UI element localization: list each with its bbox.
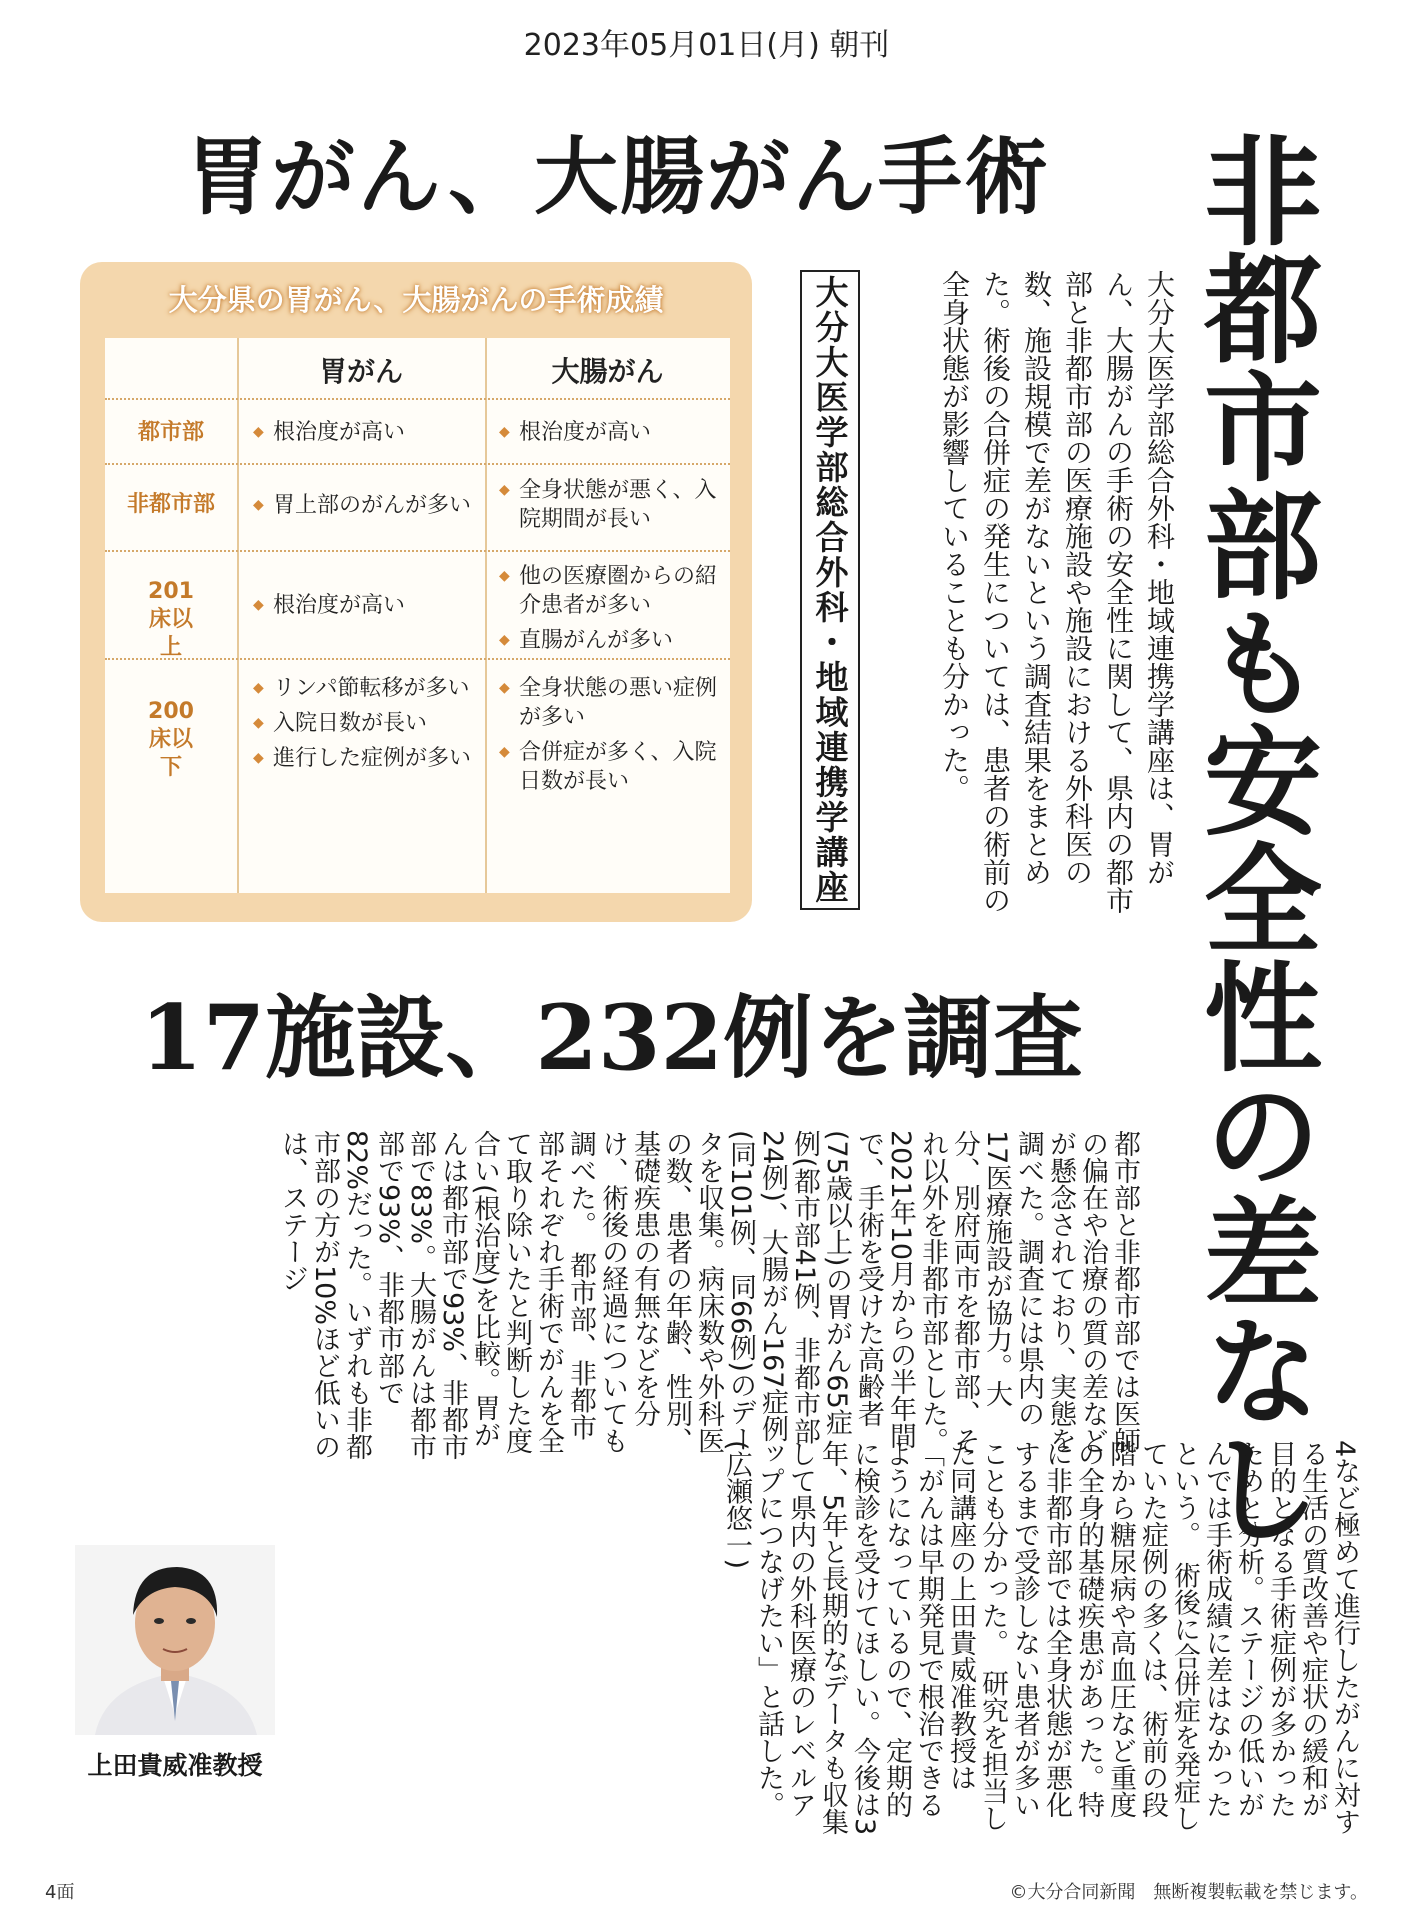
row-label-small-hospital: 200床以下 [148,699,194,780]
cell-urban-stomach [253,418,478,453]
row-label-large-hospital: 201床以上 [148,579,194,660]
table-row-item: ◆ 根治度が高い [499,418,724,447]
table-row-item: ◆ 根治度が高い [253,418,478,447]
table-divider [485,338,487,893]
lead-paragraph: 大分大医学部総合外科・地域連携学講座は、胃がん、大腸がんの手術の安全性に関して、県内の都市部と非都市部の医療施設や施設における外科医の数、施設規模で差がないという調査結果をまとめた。術後の合併症の発生については、患者の術前の全身状態が影響していることも分かった。 [938,270,1176,914]
cell-small-colon [499,674,719,802]
table-row-item: ◆ 全身状態の悪い症例が多い [499,674,719,732]
table-row-item: ◆ 胃上部のがんが多い [253,491,478,520]
row-divider [105,550,730,552]
results-table [105,338,730,893]
department-name: 大分大医学部総合外科・地域連携学講座 [810,275,850,905]
person-portrait-icon [75,1545,275,1735]
cell-nonurban-colon [499,476,719,540]
photo-caption: 上田貴威准教授 [87,1751,263,1780]
row-divider [105,658,730,660]
copyright-notice: ©大分合同新聞 無断複製転載を禁じます。 [1009,1882,1368,1903]
row-divider [105,463,730,465]
main-headline: 非都市部も安全性の差なし [1184,130,1323,1546]
table-row-item: ◆ 進行した症例が多い [253,744,478,773]
table-divider [237,338,239,893]
table-row-item: ◆ 根治度が高い [253,591,478,620]
survey-headline: 17施設、232例を調査 [140,985,1084,1091]
department-box [800,270,860,910]
table-row-item: ◆ 直腸がんが多い [499,626,719,655]
column-header-stomach: 胃がん [318,355,403,388]
edition-date: 2023年05月01日(月) 朝刊 [523,28,890,63]
column-header-colon: 大腸がん [551,355,664,388]
table-row-item: ◆ 全身状態が悪く、入院期間が長い [499,476,719,534]
row-label-urban: 都市部 [137,420,204,445]
article-body-part1: 都市部と非都市部では医師の偏在や治療の質の差などが懸念されており、実態を調べた。調査には県内の17医療施設が協力。大分、別府両市を都市部、それ以外を非都市部とした。2021年10月からの半年間で、手術を受けた高齢者(75歳以上)の胃がん65症例(都市部41例、非都市部24例)、大腸がん167症例(同101例、同66例)のデータを収集。病床数や外科医の数、患者の年齢、性別、基礎疾患の有無などを分け、術後の経過についても調べた。 都市部、非都市部それぞれ手術でがんを全て取り除いたと判断した度合い(根治度)を比較。胃がんは都市部で93%、非都市部で83%。大腸がんは都市部で93%、非都市部で82%だった。いずれも非都市部の方が10%ほど低いのは、ステージ [277,1130,1140,1460]
sub-headline: 胃がん、大腸がん手術 [185,127,1051,226]
table-row-item: ◆ 合併症が多く、入院日数が長い [499,738,719,796]
cell-nonurban-stomach [253,491,478,526]
cell-small-stomach [253,674,478,779]
row-divider [105,398,730,400]
article-body-part2: 4など極めて進行したがんに対する生活の質改善や症状の緩和が目的となる手術症例が多かったためと分析。ステージの低いがんでは手術成績に差はなかったという。 術後に合併症を発症していた症例の多くは、術前の段階から糖尿病や高血圧など重度の全身的基礎疾患があった。特に非都市部では全身状態が悪化するまで受診しない患者が多いことも分かった。 研究を担当した同講座の上田貴威准教授は「がんは早期発見で根治できるようになっているので、定期的に検診を受けてほしい。今後は3年、5年と長期的なデータも収集して県内の外科医療のレベルアップにつなげたい」と話した。(広瀬悠一) [721,1440,1360,1836]
portrait-photo [75,1545,275,1735]
cell-urban-colon [499,418,724,453]
cell-large-colon [499,562,719,661]
table-row-item: ◆ 入院日数が長い [253,709,478,738]
table-row-item: ◆ リンパ節転移が多い [253,674,478,703]
cell-large-stomach [253,591,478,626]
page-number: 4面 [45,1882,75,1903]
row-label-nonurban: 非都市部 [126,492,215,517]
results-card-title: 大分県の胃がん、大腸がんの手術成績 [168,283,664,317]
table-row-item: ◆ 他の医療圏からの紹介患者が多い [499,562,719,620]
